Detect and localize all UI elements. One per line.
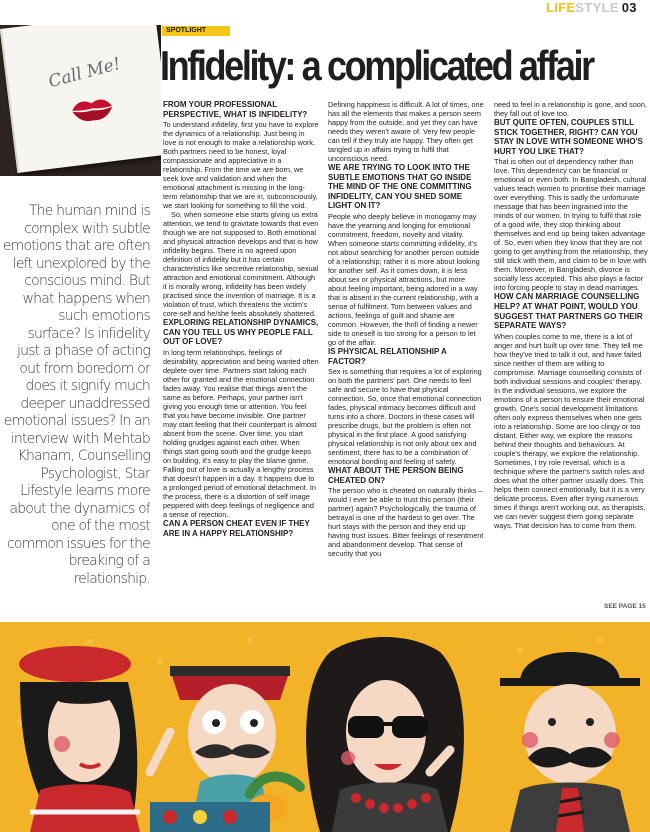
question-heading: FROM YOUR PROFESSIONAL PERSPECTIVE, WHAT IS INFIDELITY? bbox=[163, 100, 308, 119]
question-heading: IS PHYSICAL RELATIONSHIP A FACTOR? bbox=[328, 346, 447, 366]
article-column-2 bbox=[328, 100, 484, 610]
lipstick-kiss-icon bbox=[69, 94, 116, 125]
intro-text: The human mind is complex with subtle emotions that are often left unexplored by the conscious mind. But what happens when such emotions surface? Is infidelity just a phase of acting out from boredom or does it signify much deeper unaddressed emotional issues? In an interview with Mehtab Khanam, Counselling Psychologist, Star Lifestyle learns more about the dynamics of one of the most common issues for the breaking of a relationship. bbox=[2, 203, 150, 587]
spotlight-label: SPOTLIGHT bbox=[162, 26, 230, 36]
article-column-1 bbox=[163, 100, 319, 610]
article-column-3 bbox=[494, 100, 648, 610]
answer-paragraph: That is often out of dependency rather than love. This dependency can be financial or emotional or even both. In Bangladesh, cultural values teach women to prioritise their marriage over everything. This is sadly the unfortunate message that has been ingrained into the minds of our women. In trying to fulfil that role of a good wife, they stop thinking about themselves and end up being taken advantage of. So, even when they know that they are not going to get anything from the relationship, they still stick with them, and claim to be in love with them. Moreover, in Bangladesh, divorce is socially less accepted. This also plays a factor into forcing people to stay in dead marriages. bbox=[494, 157, 648, 293]
illustration bbox=[0, 622, 650, 832]
brand-life: LIFE bbox=[546, 0, 576, 15]
napkin bbox=[0, 25, 161, 173]
question-heading: WE ARE TRYING TO LOOK INTO THE SUBTLE EMOTIONS THAT GO INSIDE THE MIND OF THE ONE COMMITTING INFIDELITY, CAN YOU SHED SOME LIGHT ON IT? bbox=[328, 163, 472, 211]
question-heading: BUT QUITE OFTEN, COUPLES STILL STICK TOGETHER, RIGHT? CAN YOU STAY IN LOVE WITH SOMEONE WHO'S HURT YOU LIKE THAT? bbox=[494, 118, 643, 156]
answer-paragraph: Defining happiness is difficult. A lot of times, one has all the elements that makes a person seem happy from the outside, and yet they can have needs they weren't aware of. Very few people can tell if they truly are happy. They often get tangled up in affairs trying to fulfil that unconscious need. bbox=[328, 100, 484, 163]
see-page-link[interactable]: SEE PAGE 15 bbox=[604, 603, 646, 610]
answer-paragraph: To understand infidelity, first you have to explore the dynamics of a relationship. Just being in love is not enough to make a relationship work. Both partners need to be honest, loyal compassionate and appreciative in a relationship. From the time we are born, we seek love and validation and when the emotional attachment is missing in the long-term relationship that we are in, subconsciously, we start looking for something to fill the void. bbox=[163, 120, 319, 211]
answer-paragraph: The person who is cheated on naturally thinks – would I ever be able to trust this person (their partner) again? Psychologically, the trauma of betrayal is one of the hardest to get over. The hurt stays with the person and they end up having trust issues. Bitter feelings of resentment and abandonment develop. That sense of security that you bbox=[328, 486, 484, 559]
question-heading: EXPLORING RELATIONSHIP DYNAMICS, CAN YOU TELL US WHY PEOPLE FALL OUT OF LOVE? bbox=[163, 318, 319, 347]
answer-paragraph: People who deeply believe in monogamy may have the yearning and longing for emotional commitment, freedom, novelty and vitality. When someone starts committing infidelity, it's not about searching for another person outside of a relationship; rather it is more about looking for another self. As it comes down, it is less about sex or physical attractions, but more about feeling important, being adored in a way that is absent in the current relationship, with a sense of fulfilment. Torn between values and actions, feelings of guilt and shame are common. However, the thrill of finding a newer side to oneself is too strong for a person to let go of the affair. bbox=[328, 211, 480, 347]
illustration-art bbox=[0, 622, 650, 832]
article-title: Infidelity: a complicated affair bbox=[160, 42, 593, 89]
answer-paragraph: need to feel in a relationship is gone, and soon, they fall out of love too. bbox=[494, 100, 647, 118]
napkin-handwriting: Call Me! bbox=[46, 53, 123, 93]
question-heading: CAN A PERSON CHEAT EVEN IF THEY ARE IN A HAPPY RELATIONSHIP? bbox=[163, 518, 310, 538]
question-heading: WHAT ABOUT THE PERSON BEING CHEATED ON? bbox=[328, 466, 464, 485]
answer-paragraph: In long term relationships, feelings of desirability, appreciation and being wanted often deplete over time. Partners start taking each other for granted and the emotional connection fades away. You realise that things aren't the same as before. Perhaps, your partner isn't giving you enough time or attention. You feel that you have become invisible. One partner may start feeling that their counterpart is almost absent from the scene. Over time, you start holding grudges against each other. When things start going south and the grudge keeps on building, it's easy to play the blame game. Falling out of love is actually a lengthy process that doesn't happen in a day. It happens due to a prolonged period of emotional detachment. In the process, there is a distortion of self image peppered with deep feelings of negligence and a sense of rejection. bbox=[163, 347, 319, 519]
section-brand bbox=[546, 0, 650, 17]
woman-sunglasses-figure-icon bbox=[306, 637, 464, 832]
answer-paragraph: Sex is something that requires a lot of exploring on both the partners' part. One needs to feel safe and secure to have that physical connection. So, once that emotional connection fades, physical intimacy becomes difficult and turns into a chore. Doctors in these cases will prescribe drugs, but the problem is often not physical in the first place. A good satisfying physical relationship is not only about sex and sentiment, there has to be a combination of emotional bonding and feeling of safety. bbox=[328, 367, 482, 467]
answer-paragraph: So, when someone else starts giving us extra attention, we tend to gravitate towards that even though we are not supposed to. Both emotional and physical attraction develops and that is how infidelity begins. There is no agreed upon definition of infidelity but it has certain characteristics like secretive relationship, sexual attraction and emotional commitment. Although it is morally wrong, infidelity has been widely practised since the invention of marriage. It is a violation of trust, which threatens the victim's core-self and he/she feels absolutely shattered. bbox=[163, 210, 319, 319]
answer-paragraph: When couples come to me, there is a lot of anger and hurt built up over time. They tell me how they've tried to talk it out, and have failed since neither of them are willing to compromise. Marriage counselling consists of both individual sessions and couples' therapy. In the individual sessions, we explore the emotions of a person to ensure their emotional growth. One's social development limitations often only express themselves when one gets into a relationship. Some are too clingy or too distant. Either way, we explore the reasons behind their thoughts and behaviours. At couple's therapy, we explore the relationship. Sometimes, I try role reversal, which is a technique where the partner's switch roles and does what the other partner usually does. This helps them connect emotionally, but it is a very delicate process. Even after trying numerous times if things aren't working out, as therapists, we can never suggest them going separate ways. That decision has to come from them. bbox=[494, 331, 646, 530]
napkin-photo bbox=[0, 25, 161, 176]
brand-style: STYLE bbox=[575, 0, 619, 15]
question-heading: HOW CAN MARRIAGE COUNSELLING HELP? AT WHAT POINT, WOULD YOU SUGGEST THAT PARTNERS GO THEIR SEPARATE WAYS? bbox=[494, 292, 643, 331]
page-number: 03 bbox=[621, 0, 637, 15]
